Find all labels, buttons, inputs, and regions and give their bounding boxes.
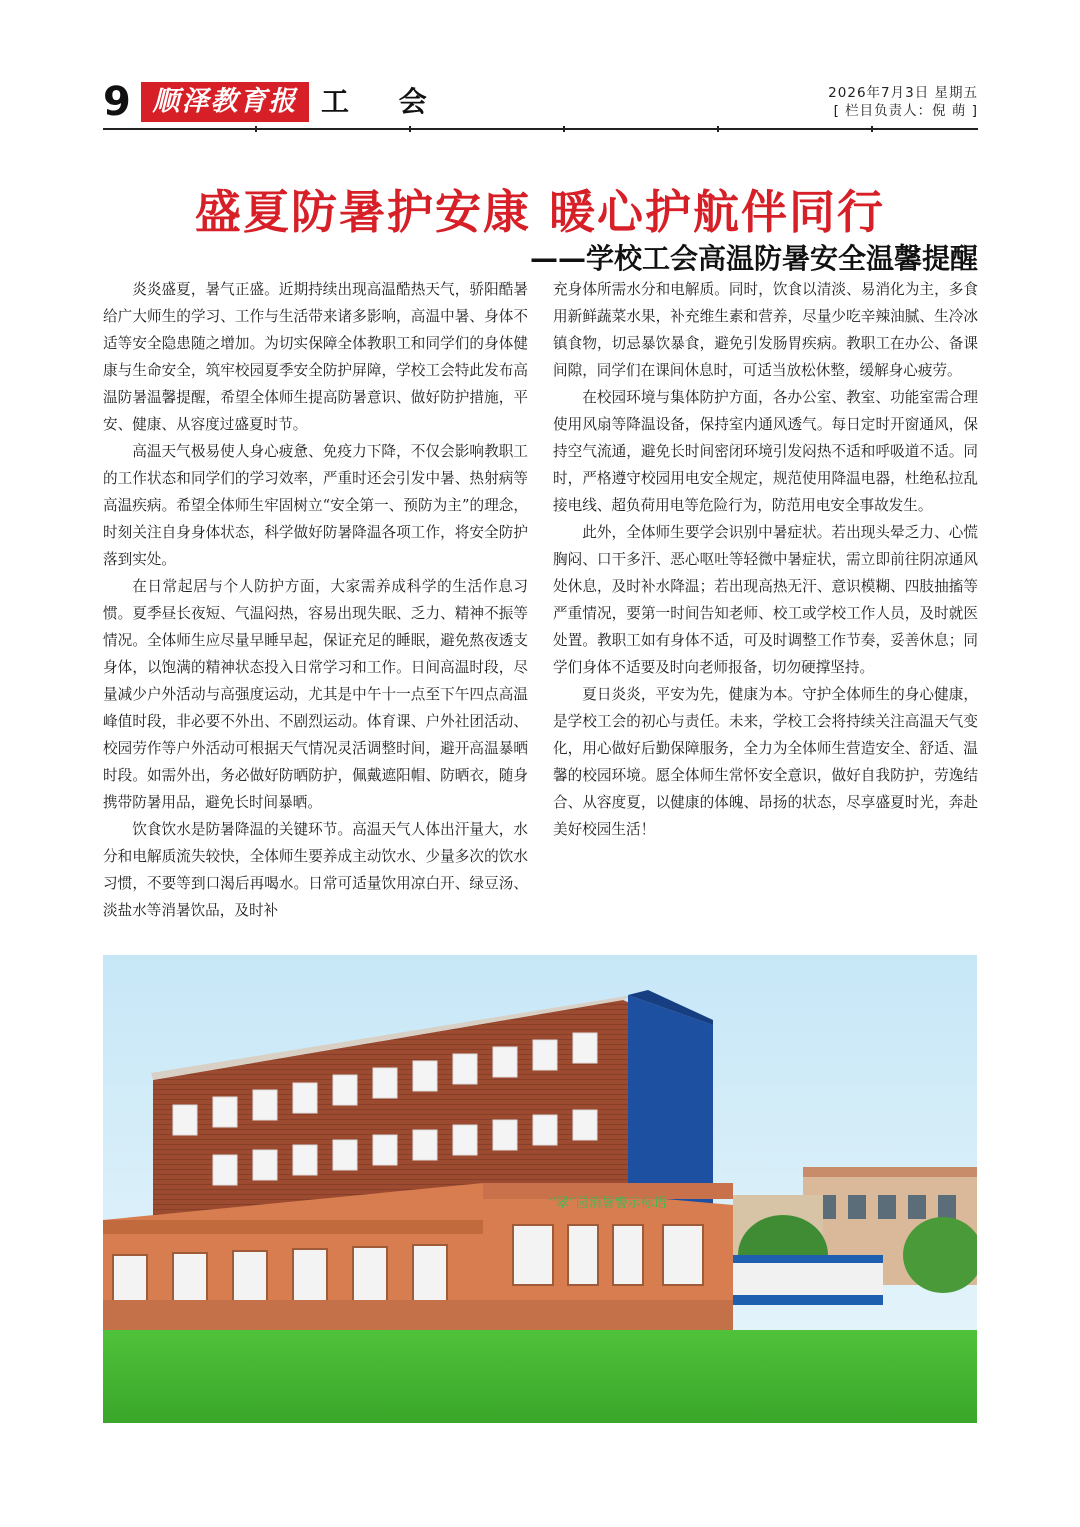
paragraph: 炎炎盛夏，暑气正盛。近期持续出现高温酷热天气，骄阳酷暑给广大师生的学习、工作与生活带来诸多影响，高温中暑、身体不适等安全隐患随之增加。为切实保障全体教职工和同学们的身体健康与生命安全，筑牢校园夏季安全防护屏障，学校工会特此发布高温防暑温馨提醒，希望全体师生提高防暑意识、做好防护措施，平安、健康、从容度过盛夏时节。 xyxy=(103,281,528,433)
paragraph: 夏日炎炎，平安为先，健康为本。守护全体师生的身心健康，是学校工会的初心与责任。未来，学校工会将持续关注高温天气变化，用心做好后勤保障服务，全力为全体师生营造安全、舒适、温馨的校园环境。愿全体师生常怀安全意识，做好自我防护，劳逸结合、从容度夏，以健康的体魄、昂扬的状态，尽享盛夏时光，奔赴美好校园生活！ xyxy=(553,686,978,838)
masthead xyxy=(103,78,978,136)
paragraph: 饮食饮水是防暑降温的关键环节。高温天气人体出汗量大，水分和电解质流失较快，全体师生要养成主动饮水、少量多次的饮水习惯，不要等到口渴后再喝水。日常可适量饮用凉白开、绿豆汤、淡盐水等消暑饮品，及时补 xyxy=(103,821,528,919)
article-headline: 盛夏防暑护安康 暖心护航伴同行 xyxy=(194,184,885,239)
article-column-right xyxy=(553,276,978,843)
section-name: 工 会 xyxy=(321,85,447,118)
page-number: 9 xyxy=(103,79,131,125)
paragraph: 此外，全体师生要学会识别中暑症状。若出现头晕乏力、心慌胸闷、口干多汗、恶心呕吐等轻微中暑症状，需立即前往阴凉通风处休息，及时补水降温；若出现高热无汗、意识模糊、四肢抽搐等严重情况，要第一时间告知老师、校工或学校工作人员，及时就医处置。教职工如有身体不适，可及时调整工作节奏，妥善休息；同学们身体不适要及时向老师报备，切勿硬撑坚持。 xyxy=(553,524,978,676)
issue-date: 2026年7月3日 星期五 xyxy=(828,85,978,101)
paragraph: 在校园环境与集体防护方面，各办公室、教室、功能室需合理使用风扇等降温设备，保持室内通风透气。每日定时开窗通风，保持空气流通，避免长时间密闭环境引发闷热不适和呼吸道不适。同时，严格遵守校园用电安全规定，规范使用降温电器，杜绝私拉乱接电线、超负荷用电等危险行为，防范用电安全事故发生。 xyxy=(553,389,978,514)
paragraph: 充身体所需水分和电解质。同时，饮食以清淡、易消化为主，多食用新鲜蔬菜水果，补充维生素和营养，尽量少吃辛辣油腻、生冷冰镇食物，切忌暴饮暴食，避免引发肠胃疾病。教职工在办公、备课间隙，同学们在课间休息时，可适当放松休整，缓解身心疲劳。 xyxy=(553,281,978,379)
photo-illustration xyxy=(103,955,977,1423)
paper-name-logo: 顺泽教育报 xyxy=(141,82,309,122)
column-editor: [ 栏目负责人：倪 萌 ] xyxy=(833,103,978,119)
paragraph: 高温天气极易使人身心疲惫、免疫力下降，不仅会影响教职工的工作状态和同学们的学习效率，严重时还会引发中暑、热射病等高温疾病。希望全体师生牢固树立“安全第一、预防为主”的理念，时刻关注自身身体状态，科学做好防暑降温各项工作，将安全防护落到实处。 xyxy=(103,443,528,568)
masthead-rule-ticks xyxy=(103,126,978,132)
article-subheadline: ——学校工会高温防暑安全温馨提醒 xyxy=(529,242,978,276)
article-column-left xyxy=(103,276,528,924)
school-building-photo xyxy=(103,955,977,1423)
paragraph: 在日常起居与个人防护方面，大家需养成科学的生活作息习惯。夏季昼长夜短、气温闷热，容易出现失眠、乏力、精神不振等情况。全体师生应尽量早睡早起，保证充足的睡眠，避免熬夜透支身体，以饱满的精神状态投入日常学习和工作。日间高温时段，尽量减少户外活动与高强度运动，尤其是中午十一点至下午四点高温峰值时段，非必要不外出、不剧烈运动。体育课、户外社团活动、校园劳作等户外活动可根据天气情况灵活调整时间，避开高温暴晒时段。如需外出，务必做好防晒防护，佩戴遮阳帽、防晒衣，随身携带防暑用品，避免长时间暴晒。 xyxy=(103,578,528,811)
building-sign: “翠”园消暑警示标语 xyxy=(549,1196,667,1211)
